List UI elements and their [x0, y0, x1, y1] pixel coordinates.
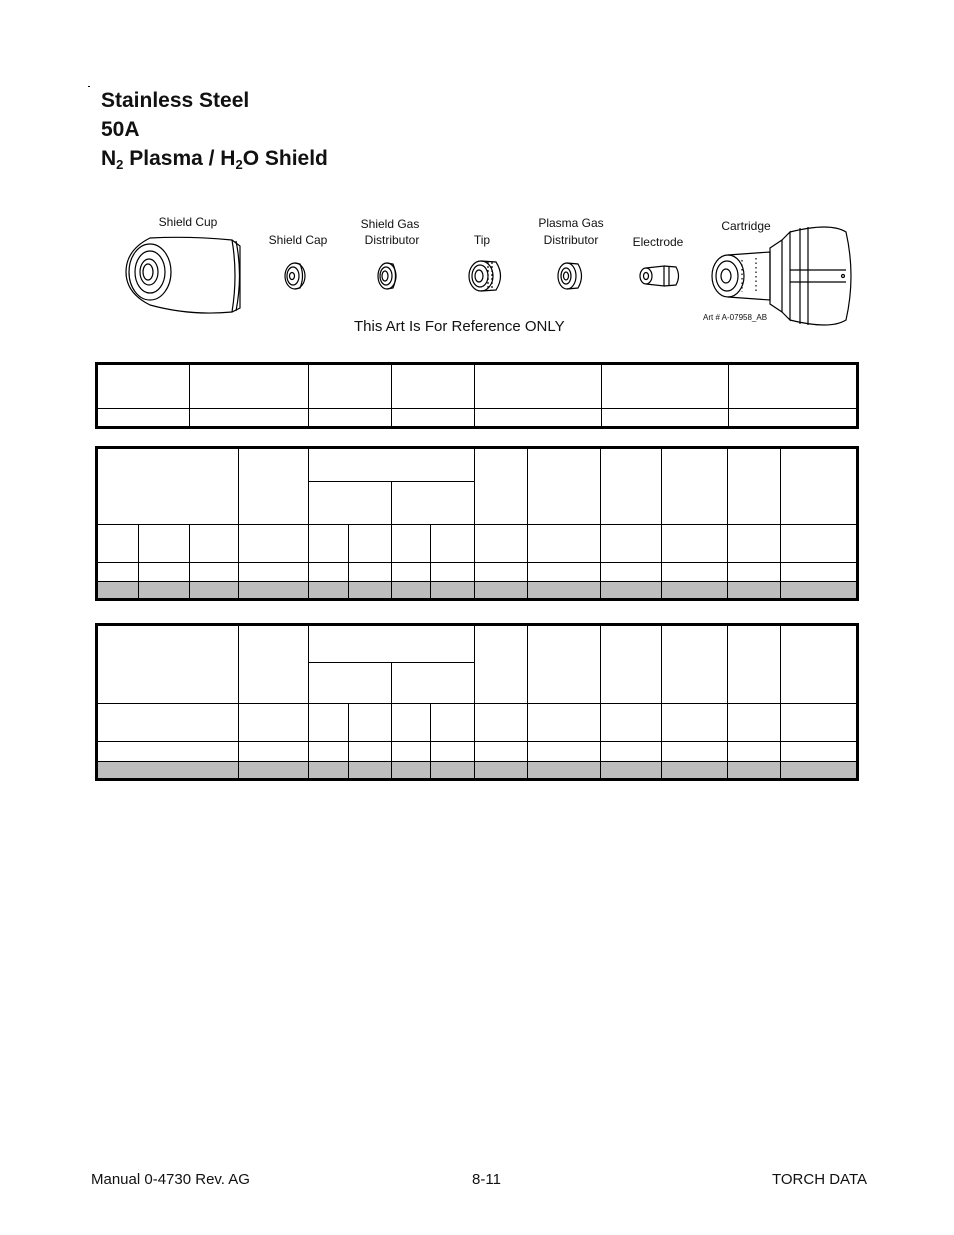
- label-shield-cap: Shield Cap: [268, 233, 328, 247]
- shield-cap-drawing: [285, 263, 305, 289]
- footer-manual-revision: Manual 0-4730 Rev. AG: [91, 1171, 250, 1188]
- label-plasma-gas-distributor-1: Plasma Gas: [538, 216, 604, 230]
- table-header-row: [97, 448, 858, 482]
- part-number-table: [95, 362, 859, 429]
- table-row: [97, 762, 858, 780]
- cut-settings-table-2: [95, 623, 859, 781]
- label-cartridge: Cartridge: [721, 219, 771, 233]
- table-subheader-row: [97, 525, 858, 563]
- label-tip: Tip: [473, 233, 491, 247]
- table-header-row: [97, 364, 858, 409]
- table-row: [97, 409, 858, 428]
- footer-page-number: 8-11: [472, 1171, 501, 1188]
- label-shield-gas-distributor-2: Distributor: [364, 233, 420, 247]
- label-shield-gas-distributor-1: Shield Gas: [360, 217, 420, 231]
- label-electrode: Electrode: [632, 235, 684, 249]
- title-gases: $N_2$ Plasma / $H_2O$ Shield: [101, 147, 328, 172]
- table-row: [97, 742, 858, 762]
- table-subheader-row: [97, 704, 858, 742]
- tip-drawing: [469, 261, 501, 291]
- cartridge-drawing: [712, 227, 851, 325]
- title-material: Stainless Steel: [101, 89, 250, 112]
- title-amperage: 50A: [101, 118, 140, 141]
- electrode-drawing: [640, 266, 679, 286]
- reference-note: This Art Is For Reference ONLY: [354, 318, 565, 335]
- cut-settings-table-1: [95, 446, 859, 601]
- table-row: [97, 563, 858, 582]
- table-row: [97, 582, 858, 600]
- plasma-gas-distributor-drawing: [558, 263, 582, 289]
- torch-parts-illustration: [0, 0, 954, 340]
- shield-gas-distributor-drawing: [378, 263, 396, 289]
- footer-section: TORCH DATA: [772, 1171, 868, 1188]
- label-plasma-gas-distributor-2: Distributor: [543, 233, 599, 247]
- art-number: Art # A-07958_AB: [703, 313, 768, 322]
- label-shield-cup: Shield Cup: [158, 215, 218, 229]
- table-header-row: [97, 625, 858, 663]
- shield-cup-drawing: [126, 237, 240, 313]
